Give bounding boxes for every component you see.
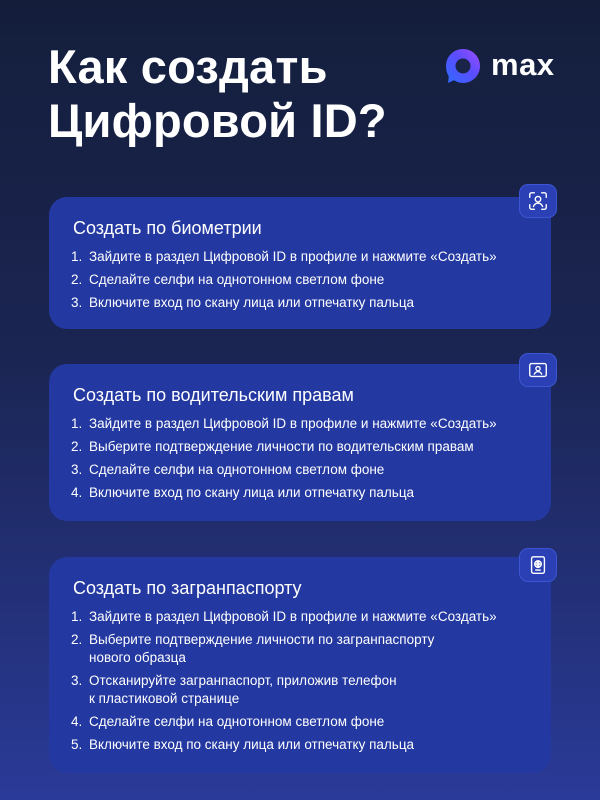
id-card-icon [519,353,557,387]
steps-list [71,248,533,312]
step-number: 2. [71,439,83,454]
step-text: Зайдите в раздел Цифровой ID в профиле и нажмите «Создать» [89,416,497,431]
title-line-1: Как создать [48,40,328,93]
step-item [71,271,533,289]
step-text: Выберите подтверждение личности по водительским правам [89,439,474,454]
steps-list [71,608,533,754]
step-item [71,294,533,312]
logo-text: max [491,47,555,82]
step-item [71,484,533,502]
step-number: 2. [71,632,83,647]
step-number: 3. [71,295,83,310]
step-number: 1. [71,249,83,264]
step-item [71,608,533,626]
step-item [71,713,533,731]
title-line-2: Цифровой ID? [48,94,387,147]
step-number: 4. [71,714,83,729]
step-text: нового образца [89,650,186,665]
step-number: 3. [71,673,83,688]
step-item [71,461,533,479]
card-title: Создать по загранпаспорту [73,578,302,598]
card-passport [49,557,551,773]
step-item [71,736,533,754]
step-number: 2. [71,272,83,287]
step-text: Сделайте селфи на однотонном светлом фоне [89,462,385,477]
step-number: 1. [71,609,83,624]
card-drivers-license [49,364,551,521]
max-logo-icon [444,47,482,85]
step-text: Сделайте селфи на однотонном светлом фоне [89,714,385,729]
step-item [71,438,533,456]
card-title: Создать по биометрии [73,218,262,238]
card-title: Создать по водительским правам [73,385,354,405]
step-text: Зайдите в раздел Цифровой ID в профиле и нажмите «Создать» [89,249,497,264]
step-text: Отсканируйте загранпаспорт, приложив телефон [89,673,397,688]
step-text: Включите вход по скану лица или отпечатку пальца [89,295,415,310]
step-number: 3. [71,462,83,477]
page-title [48,40,387,148]
step-item [71,415,533,433]
step-item [71,248,533,266]
passport-icon [519,548,557,582]
step-item [71,631,533,667]
steps-list [71,415,533,502]
face-scan-icon [519,184,557,218]
step-number: 4. [71,485,83,500]
step-text: Выберите подтверждение личности по загранпаспорту [89,632,435,647]
step-text: Зайдите в раздел Цифровой ID в профиле и нажмите «Создать» [89,609,497,624]
step-text: Включите вход по скану лица или отпечатку пальца [89,737,415,752]
step-text: Сделайте селфи на однотонном светлом фоне [89,272,385,287]
card-biometrics [49,197,551,329]
max-logo [444,47,560,85]
step-item [71,672,533,708]
step-text: к пластиковой странице [89,691,240,706]
step-number: 5. [71,737,83,752]
step-number: 1. [71,416,83,431]
step-text: Включите вход по скану лица или отпечатку пальца [89,485,415,500]
